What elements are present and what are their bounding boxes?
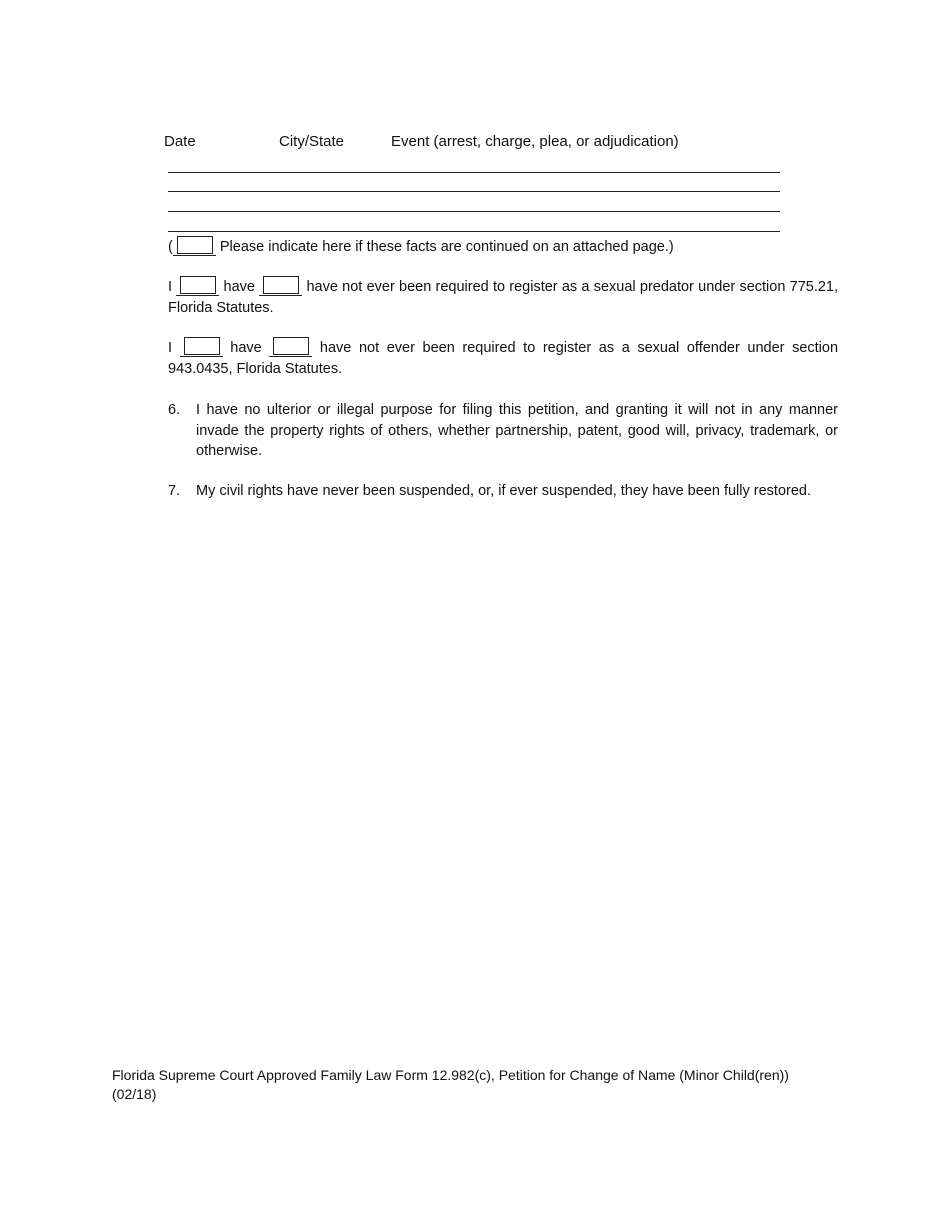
- predator-i: I: [168, 279, 173, 295]
- item-6: [168, 400, 838, 462]
- continued-note-text: Please indicate here if these facts are continued on an attached page.): [219, 239, 674, 255]
- item-6-number: 6.: [168, 402, 181, 418]
- entry-line-4[interactable]: [168, 231, 780, 232]
- offender-statement: [168, 337, 838, 379]
- continued-note: [168, 236, 674, 257]
- item-7-text: My civil rights have never been suspended, or, if ever suspended, they have been fully restored.: [196, 483, 811, 499]
- predator-have-blank: [176, 276, 219, 296]
- predator-statement: [168, 276, 838, 318]
- continued-checkbox[interactable]: [177, 236, 213, 254]
- entry-line-1[interactable]: [168, 172, 780, 173]
- offender-have-not-blank: [269, 337, 312, 357]
- continued-open-paren: (: [168, 239, 173, 255]
- predator-statement-text: have not ever been required to register as a sexual predator under section 775.21, Florida Statutes.: [168, 279, 839, 316]
- predator-have-checkbox[interactable]: [180, 276, 216, 294]
- offender-i: I: [168, 340, 173, 356]
- entry-line-2[interactable]: [168, 191, 780, 192]
- predator-have-not-blank: [259, 276, 302, 296]
- footer-form-title: Florida Supreme Court Approved Family Law Form 12.982(c), Petition for Change of Name (Minor Child(ren)): [112, 1067, 789, 1083]
- item-7: [168, 481, 838, 502]
- continued-blank: [173, 236, 216, 256]
- offender-have-blank: [180, 337, 223, 357]
- offender-statement-text: have not ever been required to register as a sexual offender under section 943.0435, Florida Statutes.: [168, 340, 839, 377]
- item-6-text: I have no ulterior or illegal purpose for filing this petition, and granting it will not in any manner invade the property rights of others, whether partnership, patent, good will, privacy, trademark, or otherwise.: [196, 402, 838, 459]
- offender-have-checkbox[interactable]: [184, 337, 220, 355]
- predator-have-label: have: [223, 279, 255, 295]
- entry-line-3[interactable]: [168, 211, 780, 212]
- header-date: Date: [164, 133, 196, 150]
- header-city-state: City/State: [279, 133, 345, 150]
- predator-have-not-checkbox[interactable]: [263, 276, 299, 294]
- header-event: Event (arrest, charge, plea, or adjudication): [391, 133, 679, 150]
- form-footer: [112, 1066, 789, 1104]
- offender-have-not-checkbox[interactable]: [273, 337, 309, 355]
- footer-form-date: (02/18): [112, 1086, 157, 1102]
- offender-have-label: have: [230, 340, 262, 356]
- item-7-number: 7.: [168, 483, 181, 499]
